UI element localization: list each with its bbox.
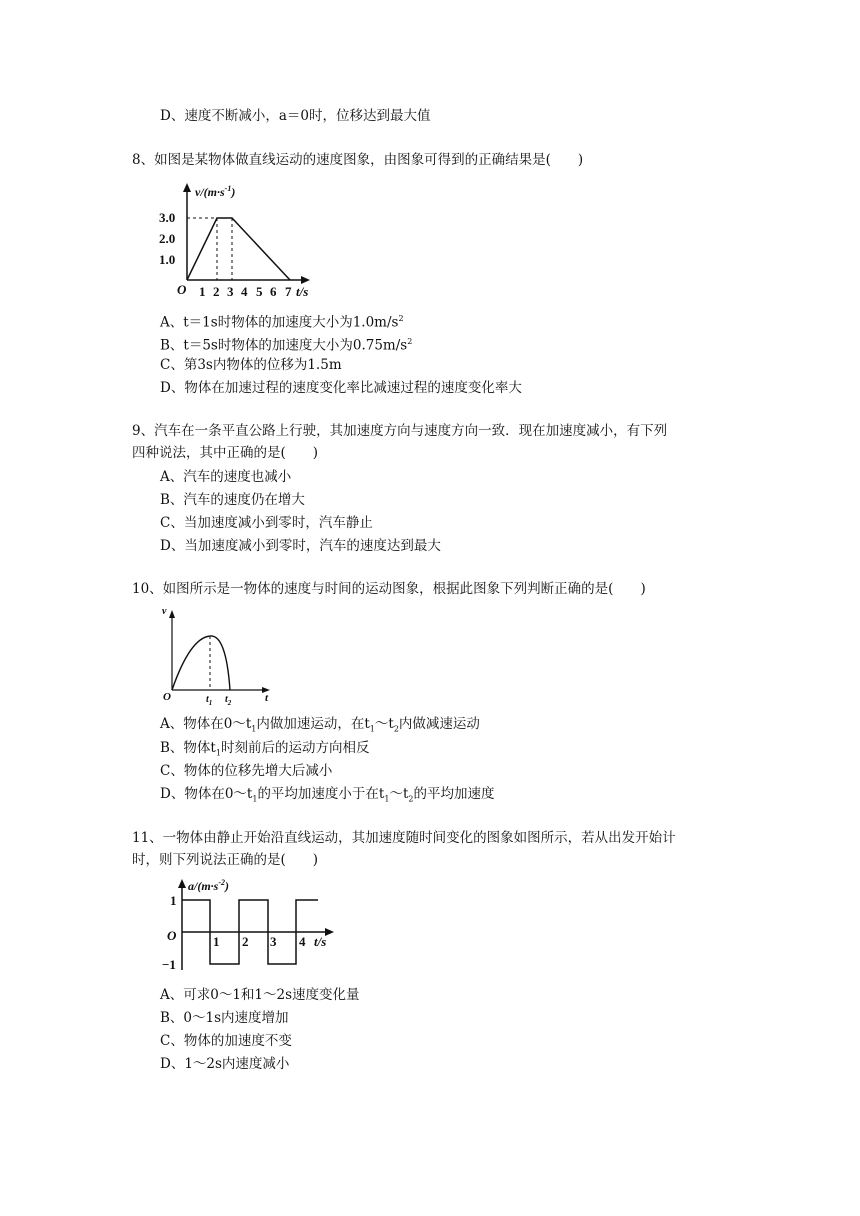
q8-xtick-4: 4: [241, 284, 248, 299]
q10-origin: O: [163, 691, 171, 703]
q11-option-d: D、1～2s内速度减小: [160, 1056, 290, 1072]
q9-option-a: A、汽车的速度也减小: [160, 469, 292, 485]
q11-stem-line1: 11、一物体由静止开始沿直线运动，其加速度随时间变化的图象如图所示，若从出发开始计: [132, 830, 676, 846]
q7-option-d: D、速度不断减小，a＝0时，位移达到最大值: [160, 108, 431, 124]
q11-option-b: B、0～1s内速度增加: [160, 1010, 289, 1026]
q8-velocity-graph: [155, 178, 315, 298]
q10-graph-xlabel: t: [265, 692, 269, 704]
q8-xtick-3: 3: [227, 284, 234, 299]
q11-acceleration-graph: [152, 874, 342, 974]
q8-ytick-3: 3.0: [159, 210, 176, 225]
q8-graph-ylabel: $v/(m\cdot s^{-1})$: [195, 184, 236, 199]
q8-ytick-2: 2.0: [159, 231, 176, 246]
q10-velocity-graph: [158, 600, 278, 710]
q10-option-b: B、物体$t_1$时刻前后的运动方向相反: [160, 740, 370, 758]
q9-option-b: B、汽车的速度仍在增大: [160, 492, 305, 508]
q10-option-d: D、物体在$0\sim t_1$的平均加速度小于在$t_1\sim t_2$的平均加速度: [160, 786, 495, 804]
q10-t2-label: $t_2$: [225, 694, 232, 707]
q8-xtick-5: 5: [256, 284, 263, 299]
q11-graph-ylabel: $a/(m\cdot s^{-2})$: [188, 878, 230, 893]
q11-ytick-1: 1: [170, 893, 177, 908]
q11-ytick-neg1: −1: [162, 957, 176, 972]
q9-stem-line2: 四种说法，其中正确的是( ): [132, 445, 319, 461]
q8-xtick-6: 6: [270, 284, 277, 299]
q11-stem-line2: 时，则下列说法正确的是( ): [132, 852, 319, 868]
q11-xtick-2: 2: [242, 934, 249, 949]
q11-option-a: A、可求0～1和1～2s速度变化量: [160, 987, 360, 1003]
q9-option-c: C、当加速度减小到零时，汽车静止: [160, 515, 373, 531]
q10-option-c: C、物体的位移先增大后减小: [160, 763, 333, 779]
q11-xtick-1: 1: [213, 934, 220, 949]
q8-xtick-7: 7: [285, 284, 292, 299]
q11-xtick-3: 3: [270, 934, 277, 949]
q8-option-d: D、物体在加速过程的速度变化率比减速过程的速度变化率大: [160, 380, 522, 396]
q11-graph-xlabel: t/s: [314, 934, 327, 949]
q11-xtick-4: 4: [299, 934, 306, 949]
q8-option-a: A、t＝1s时物体的加速度大小为$1.0m/s^2$: [160, 314, 404, 331]
q8-option-c: C、第3s内物体的位移为1.5m: [160, 357, 342, 373]
q8-xtick-1: 1: [199, 284, 206, 299]
q8-option-b: B、t＝5s时物体的加速度大小为$0.75m/s^2$: [160, 337, 413, 354]
q11-option-c: C、物体的加速度不变: [160, 1033, 292, 1049]
q9-option-d: D、当加速度减小到零时，汽车的速度达到最大: [160, 538, 441, 554]
q10-t1-label: $t_1$: [206, 694, 213, 707]
q9-stem-line1: 9、汽车在一条平直公路上行驶，其加速度方向与速度方向一致．现在加速度减小，有下列: [132, 423, 668, 439]
q8-stem: 8、如图是某物体做直线运动的速度图象，由图象可得到的正确结果是( ): [132, 152, 584, 168]
q10-graph-ylabel: v: [162, 606, 167, 617]
q8-origin: O: [177, 282, 187, 297]
q10-stem: 10、如图所示是一物体的速度与时间的运动图象，根据此图象下列判断正确的是( ): [132, 581, 646, 597]
q8-ytick-1: 1.0: [159, 252, 176, 267]
q8-graph-xlabel: t/s: [296, 284, 309, 299]
q8-xtick-2: 2: [213, 284, 220, 299]
q11-origin: O: [167, 928, 177, 943]
q10-option-a: A、物体在$0\sim t_1$内做加速运动，在$t_1\sim t_2$内做减速运动: [160, 716, 480, 734]
